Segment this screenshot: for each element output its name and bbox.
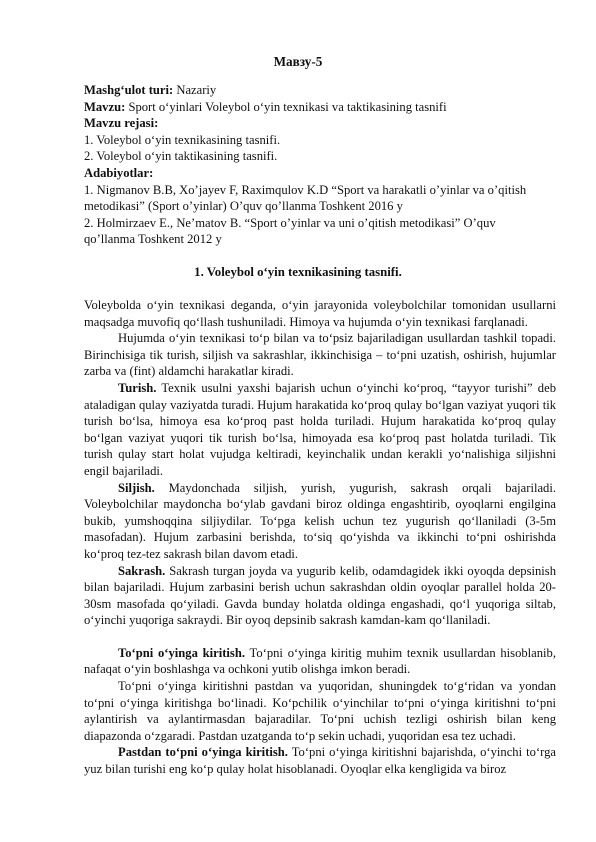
paragraph xyxy=(84,645,556,678)
paragraph-lead: To‘pni o‘yinga kiritish. xyxy=(118,645,245,660)
page-title: Мавзу-5 xyxy=(273,54,323,69)
paragraph: Hujumda o‘yin texnikasi to‘p bilan va to‘psiz bajariladigan usullardan tashkil topadi. Birinchisiga tik turish, siljish va sakrashlar, ikkinchisiga – to‘pni uzatish, oshirish, hujumlar zarba va (fint) aldamchi harakatlar kiradi. xyxy=(84,331,556,379)
section-heading: 1. Voleybol o‘yin texnikasining tasnifi. xyxy=(194,265,402,279)
plan-item: 1. Voleybol o‘yin texnikasining tasnifi. xyxy=(84,132,281,147)
literature-line: qo’llanma Toshkent 2012 y xyxy=(84,232,222,247)
plan-label: Mavzu rejasi: xyxy=(84,116,159,131)
plan-heading xyxy=(84,115,554,132)
lesson-meta xyxy=(84,82,554,248)
paragraph-lead: Turish. xyxy=(118,380,157,395)
paragraph-lead: Sakrash. xyxy=(118,563,166,578)
body-text xyxy=(84,297,556,778)
topic-line xyxy=(84,99,554,116)
literature-line: 2. Holmirzaev E., Ne’matov B. “Sport o’yinlar va uni o’qitish metodikasi” O’quv xyxy=(84,215,496,230)
paragraph-text: Maydonchada siljish, yurish, yugurish, sakrash orqali bajariladi. Voleybolchilar maydoncha bo‘ylab gavdani biroz oldinga engashtirib, oyoqlarni engilgina bukib, yumshoqqina siljiydilar. To‘pga kelish uchun tez yugurish qo‘llaniladi (3-5m masofadan). Hujum zarbasini berishda, to‘siq qo‘yishda va ikkinchi to‘pni oshirishda ko‘proq tez-tez sakrash bilan davom etadi. xyxy=(84,480,556,561)
paragraph: Voleybolda o‘yin texnikasi deganda, o‘yin jarayonida voleybolchilar tomonidan usullarni maqsadga muvofiq qo‘llash tushuniladi. Himoya va hujumda o‘yin texnikasi farqlanadi. xyxy=(84,298,556,329)
paragraph-text: Texnik usulni yaxshi bajarish uchun o‘yinchi ko‘proq, “tayyor turishi” deb ataladigan qulay vaziyatda turadi. Hujum harakatida ko‘proq qulay bo‘lgan vaziyat yuqori tik turish bo‘lsa, himoya esa ko‘proq past holda turiladi. Hujum harakatida ko‘proq qulay bo‘lgan vaziyat yuqori tik turish bo‘lsa, himoyada esa ko‘proq past holatda turiladi. Tik turish qulay start holat vujudga keltiradi, keyinchalik undan kerakli yo‘nalishiga siljishni engil bajariladi. xyxy=(84,380,556,478)
lesson-type-label: Mashg‘ulot turi: xyxy=(84,83,174,97)
topic-label: Mavzu: xyxy=(84,99,126,114)
literature-line: 1. Nigmanov B.B, Xo’jayev F, Raximqulov K.D “Sport va harakatli o’yinlar va o’qitish xyxy=(84,182,527,197)
literature-heading xyxy=(84,165,554,182)
lesson-type-value: Nazariy xyxy=(176,83,217,97)
lesson-type-line xyxy=(84,82,554,99)
topic-value: Sport o‘yinlari Voleybol o‘yin texnikasi va taktikasining tasnifi xyxy=(128,99,447,114)
paragraph-text: To‘pni o‘yinga kiritig muhim texnik usullardan hisoblanib, nafaqat o‘yin boshlashga va ochkoni yutib olishga imkon beradi. xyxy=(84,645,556,677)
plan-item: 2. Voleybol o‘yin taktikasining tasnifi. xyxy=(84,149,278,164)
paragraph xyxy=(84,380,556,480)
literature-label: Adabiyotlar: xyxy=(84,165,154,180)
paragraph-lead: Pastdan to‘pni o‘yinga kiritish. xyxy=(118,745,288,760)
paragraph xyxy=(84,744,556,777)
paragraph-text: To‘pni o‘yinga kiritishni bajarishda, o‘yinchi to‘rga yuz bilan turishi eng ko‘p qulay holat hisoblanadi. Oyoqlar elka kengligida va biroz xyxy=(84,745,556,777)
paragraph xyxy=(84,563,556,629)
paragraph-lead: Siljish. xyxy=(118,480,155,495)
paragraph: To‘pni o‘yinga kiritishni pastdan va yuqoridan, shuningdek to‘g‘ridan va yondan to‘pni o‘yinga kiritishga bo‘linadi. Ko‘pchilik o‘yinchilar to‘pni o‘yinga kiritishni to‘pni aylantirish va aylantirmasdan bajaradilar. To‘pni uchish tezligi oshirish bilan keng diapazonda o‘zgaradi. Pastdan uzatganda to‘p sekin uchadi, yuqoridan esa tez uchadi. xyxy=(84,679,556,743)
paragraph xyxy=(84,480,556,563)
literature-line: metodikasi” (Sport o’yinlar) O’quv qo’llanma Toshkent 2016 y xyxy=(84,199,403,214)
paragraph-text: Sakrash turgan joyda va yugurib kelib, odamdagidek ikki oyoqda depsinish bilan bajariladi. Hujum zarbasini berish uchun sakrashdan oldin oyoqlar parallel holda 20-30sm masofada qo‘yiladi. Gavda bunday holatda oldinga engashadi, qo‘l yuqoriga siltab, o‘yinchi yuqoriga sakraydi. Bir oyoq depsinib sakrash kamdan-kam qo‘llaniladi. xyxy=(84,563,556,628)
